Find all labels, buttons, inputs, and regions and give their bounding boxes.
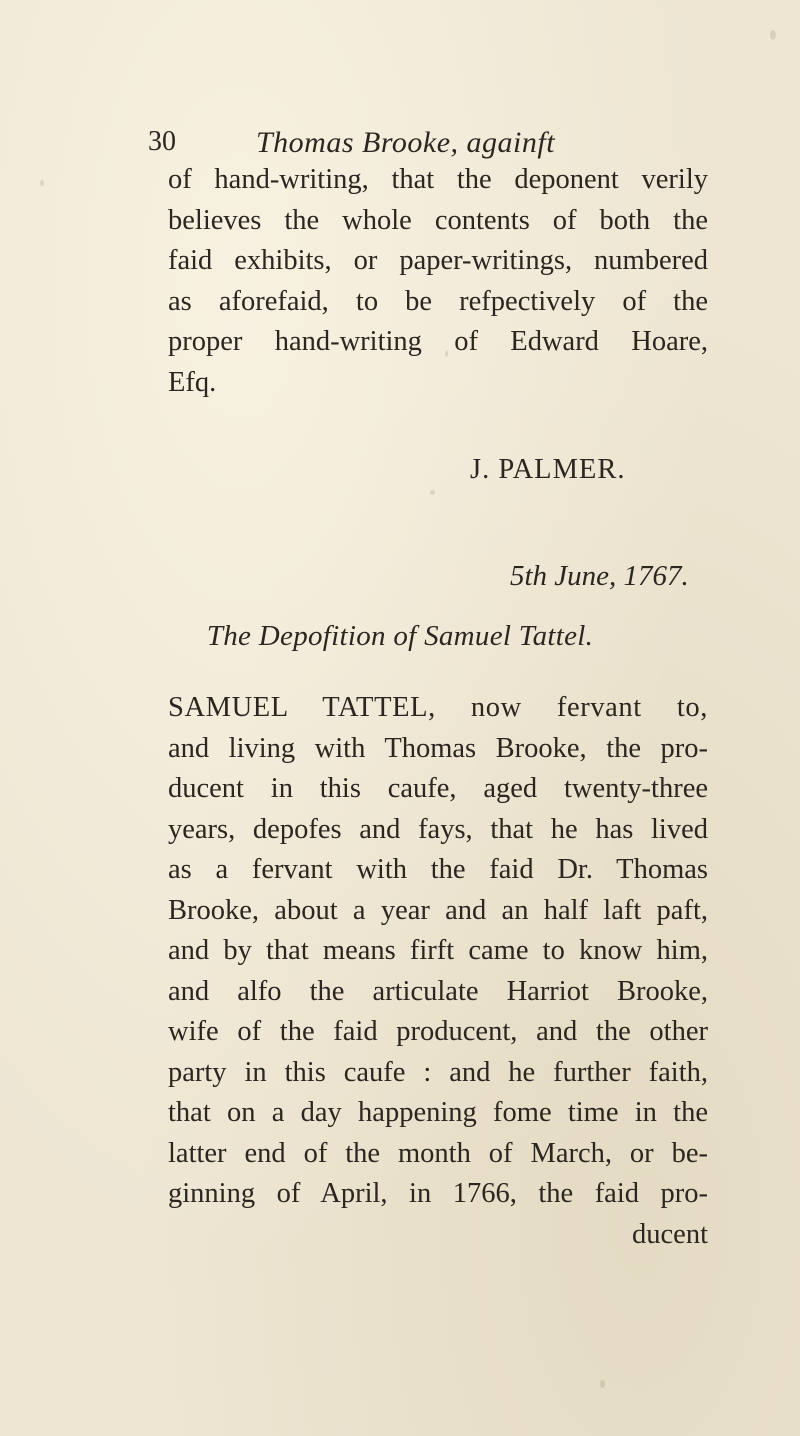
text-line: Efq.	[168, 366, 217, 398]
text-line: years, depofes and fays, that he has lived	[168, 813, 708, 845]
text-line: proper hand-writing of Edward Hoare,	[168, 326, 708, 357]
page-number: 30	[148, 126, 176, 157]
text-line: wife of the faid producent, and the other	[168, 1016, 708, 1047]
text-line: believes the whole contents of both the	[168, 204, 708, 236]
ink-speck	[40, 180, 44, 186]
text-line: and living with Thomas Brooke, the pro-	[168, 732, 708, 764]
text-line: as a fervant with the faid Dr. Thomas	[168, 854, 708, 885]
text-line: as aforefaid, to be refpectively of the	[168, 285, 708, 317]
text-line: and alfo the articulate Harriot Brooke,	[168, 975, 708, 1007]
text-line: ducent in this caufe, aged twenty-three	[168, 773, 708, 804]
signature: J. PALMER.	[470, 454, 626, 485]
section-heading: The Depofition of Samuel Tattel.	[206, 620, 594, 652]
text-line: and by that means firft came to know him,	[168, 935, 708, 966]
deposition-paragraph-continued	[168, 160, 708, 403]
ink-speck	[770, 30, 776, 40]
running-title: Thomas Brooke, againft	[256, 126, 556, 159]
text-line: that on a day happening fome time in the	[168, 1097, 708, 1128]
text-line: ducent	[632, 1218, 708, 1250]
text-line: of hand-writing, that the deponent verily	[168, 164, 708, 195]
text-line: party in this caufe : and he further faith,	[168, 1056, 708, 1088]
text-line: SAMUEL TATTEL, now fervant to,	[168, 692, 708, 723]
text-line: ginning of April, in 1766, the faid pro-	[168, 1178, 708, 1209]
ink-speck	[600, 1380, 605, 1388]
date: 5th June, 1767.	[510, 560, 689, 592]
text-line: faid exhibits, or paper-writings, numbered	[168, 245, 708, 276]
text-line: Brooke, about a year and an half laft paft,	[168, 894, 708, 926]
deposition-paragraph	[168, 688, 708, 1255]
text-line: latter end of the month of March, or be-	[168, 1137, 708, 1169]
ink-speck	[430, 490, 435, 495]
